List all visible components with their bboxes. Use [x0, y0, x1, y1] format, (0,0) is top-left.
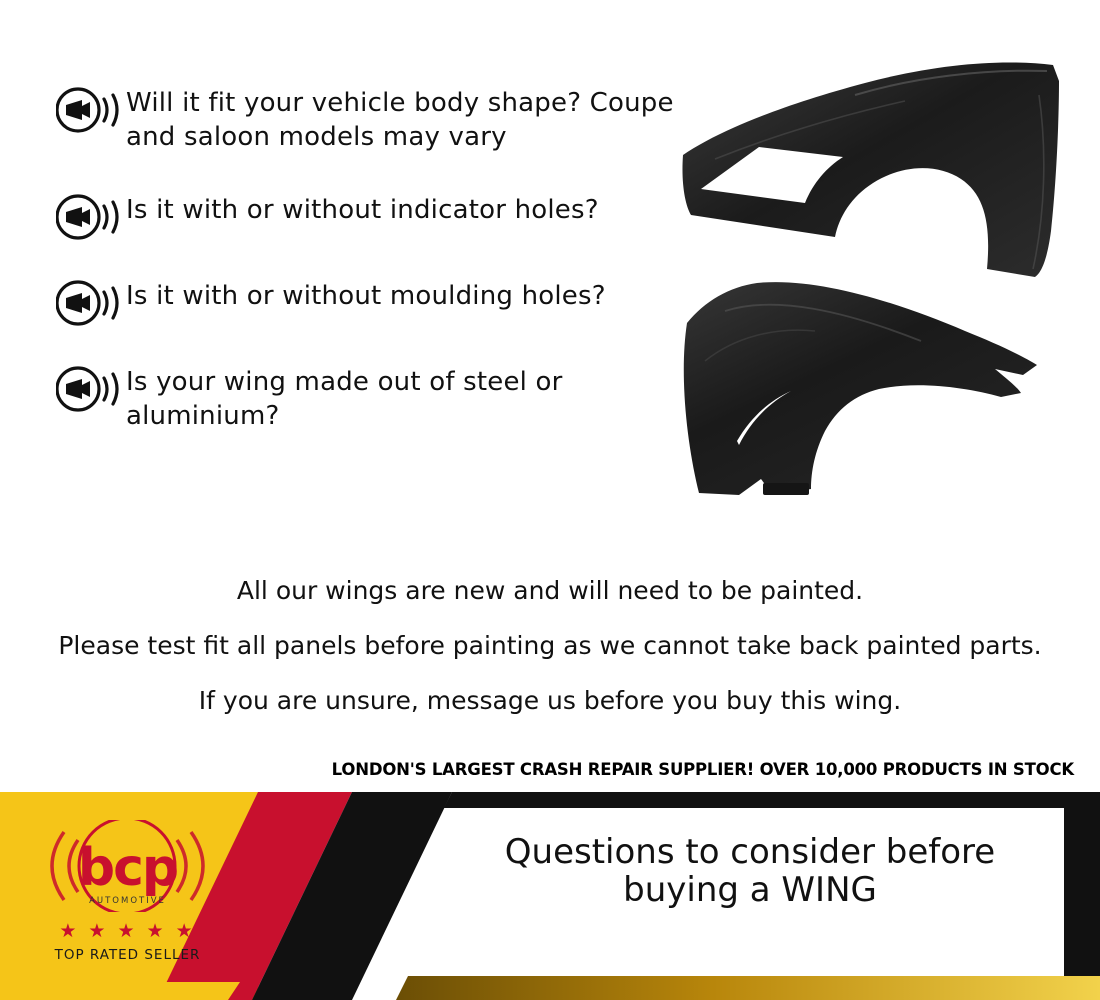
strip-tagline: LONDON'S LARGEST CRASH REPAIR SUPPLIER! OVER 10,000 PRODUCTS IN STOCK	[331, 760, 1074, 779]
megaphone-icon	[56, 193, 126, 241]
headline-line-2: buying a WING	[623, 870, 877, 911]
question-item	[56, 363, 676, 434]
megaphone-icon	[56, 365, 126, 413]
questions-list	[56, 84, 676, 469]
question-item	[56, 277, 676, 327]
rating-stars: ★ ★ ★ ★ ★	[59, 920, 196, 942]
notes-block	[0, 575, 1100, 740]
note-line: Please test fit all panels before painting as we cannot take back painted parts.	[58, 631, 1042, 660]
note-line: All our wings are new and will need to be painted.	[236, 576, 864, 605]
footer-headline	[410, 833, 1090, 909]
car-wing-panel-top-image	[655, 55, 1075, 285]
logo-wordmark: bcp	[77, 838, 178, 898]
megaphone-icon	[56, 279, 126, 327]
megaphone-icon	[56, 86, 126, 134]
bcp-logo	[20, 820, 235, 995]
car-wing-panel-bottom-image	[665, 265, 1055, 515]
note-line: If you are unsure, message us before you buy this wing.	[198, 686, 902, 715]
question-item	[56, 84, 676, 155]
question-text: Is it with or without indicator holes?	[126, 194, 599, 225]
top-rated-seller-label: TOP RATED SELLER	[54, 947, 201, 963]
logo-subtitle: AUTOMOTIVE	[89, 896, 166, 906]
question-text: Is your wing made out of steel or aluminium?	[126, 366, 563, 431]
question-item	[56, 191, 676, 241]
headline-line-1: Questions to consider before	[504, 832, 996, 872]
question-text: Will it fit your vehicle body shape? Coupe and saloon models may vary	[126, 88, 674, 153]
question-text: Is it with or without moulding holes?	[126, 280, 606, 311]
